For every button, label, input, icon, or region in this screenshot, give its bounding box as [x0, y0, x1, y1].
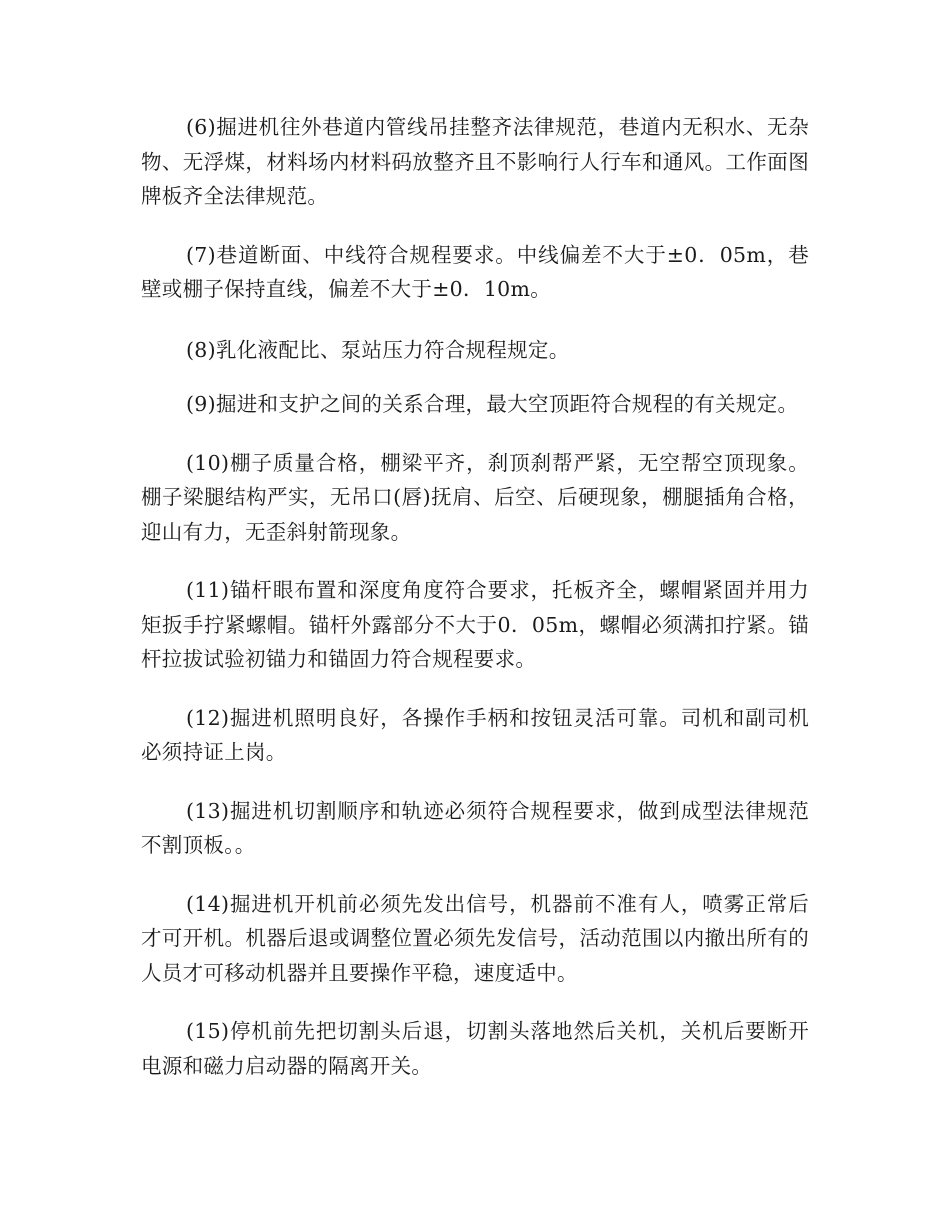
paragraph-item-10: (10)棚子质量合格，棚梁平齐，刹顶刹帮严紧，无空帮空顶现象。棚子梁腿结构严实，无吊口(唇)抚肩、后空、后硬现象，棚腿插角合格，迎山有力，无歪斜射箭现象。	[141, 450, 809, 544]
paragraph-item-9: (9)掘进和支护之间的关系合理，最大空顶距符合规程的有关规定。	[186, 392, 799, 416]
paragraph-item-7: (7)巷道断面、中线符合规程要求。中线偏差不大于±0．05m，巷壁或棚子保持直线，偏差不大于±0．10m。	[141, 242, 809, 301]
paragraph-item-8: (8)乳化液配比、泵站压力符合规程规定。	[186, 337, 570, 362]
paragraph-item-11: (11)锚杆眼布置和深度角度符合要求，托板齐全，螺帽紧固并用力矩扳手拧紧螺帽。锚杆外露部分不大于0．05m，螺帽必须满扣拧紧。锚杆拉拔试验初锚力和锚固力符合规程要求。	[141, 578, 809, 671]
paragraph-item-6: (6)掘进机往外巷道内管线吊挂整齐法律规范，巷道内无积水、无杂物、无浮煤，材料场内材料码放整齐且不影响行人行车和通风。工作面图牌板齐全法律规范。	[141, 115, 809, 208]
paragraph-item-15: (15)停机前先把切割头后退，切割头落地然后关机，关机后要断开电源和磁力启动器的隔离开关。	[141, 1019, 809, 1078]
paragraph-item-13: (13)掘进机切割顺序和轨迹必须符合规程要求，做到成型法律规范不割顶板。。	[141, 798, 809, 857]
paragraph-item-12: (12)掘进机照明良好，各操作手柄和按钮灵活可靠。司机和副司机必须持证上岗。	[141, 705, 809, 764]
paragraph-item-14: (14)掘进机开机前必须先发出信号，机器前不准有人，喷雾正常后才可开机。机器后退或调整位置必须先发信号，活动范围以内撤出所有的人员才可移动机器并且要操作平稳，速度适中。	[141, 891, 809, 985]
document-body	[141, 110, 809, 1107]
